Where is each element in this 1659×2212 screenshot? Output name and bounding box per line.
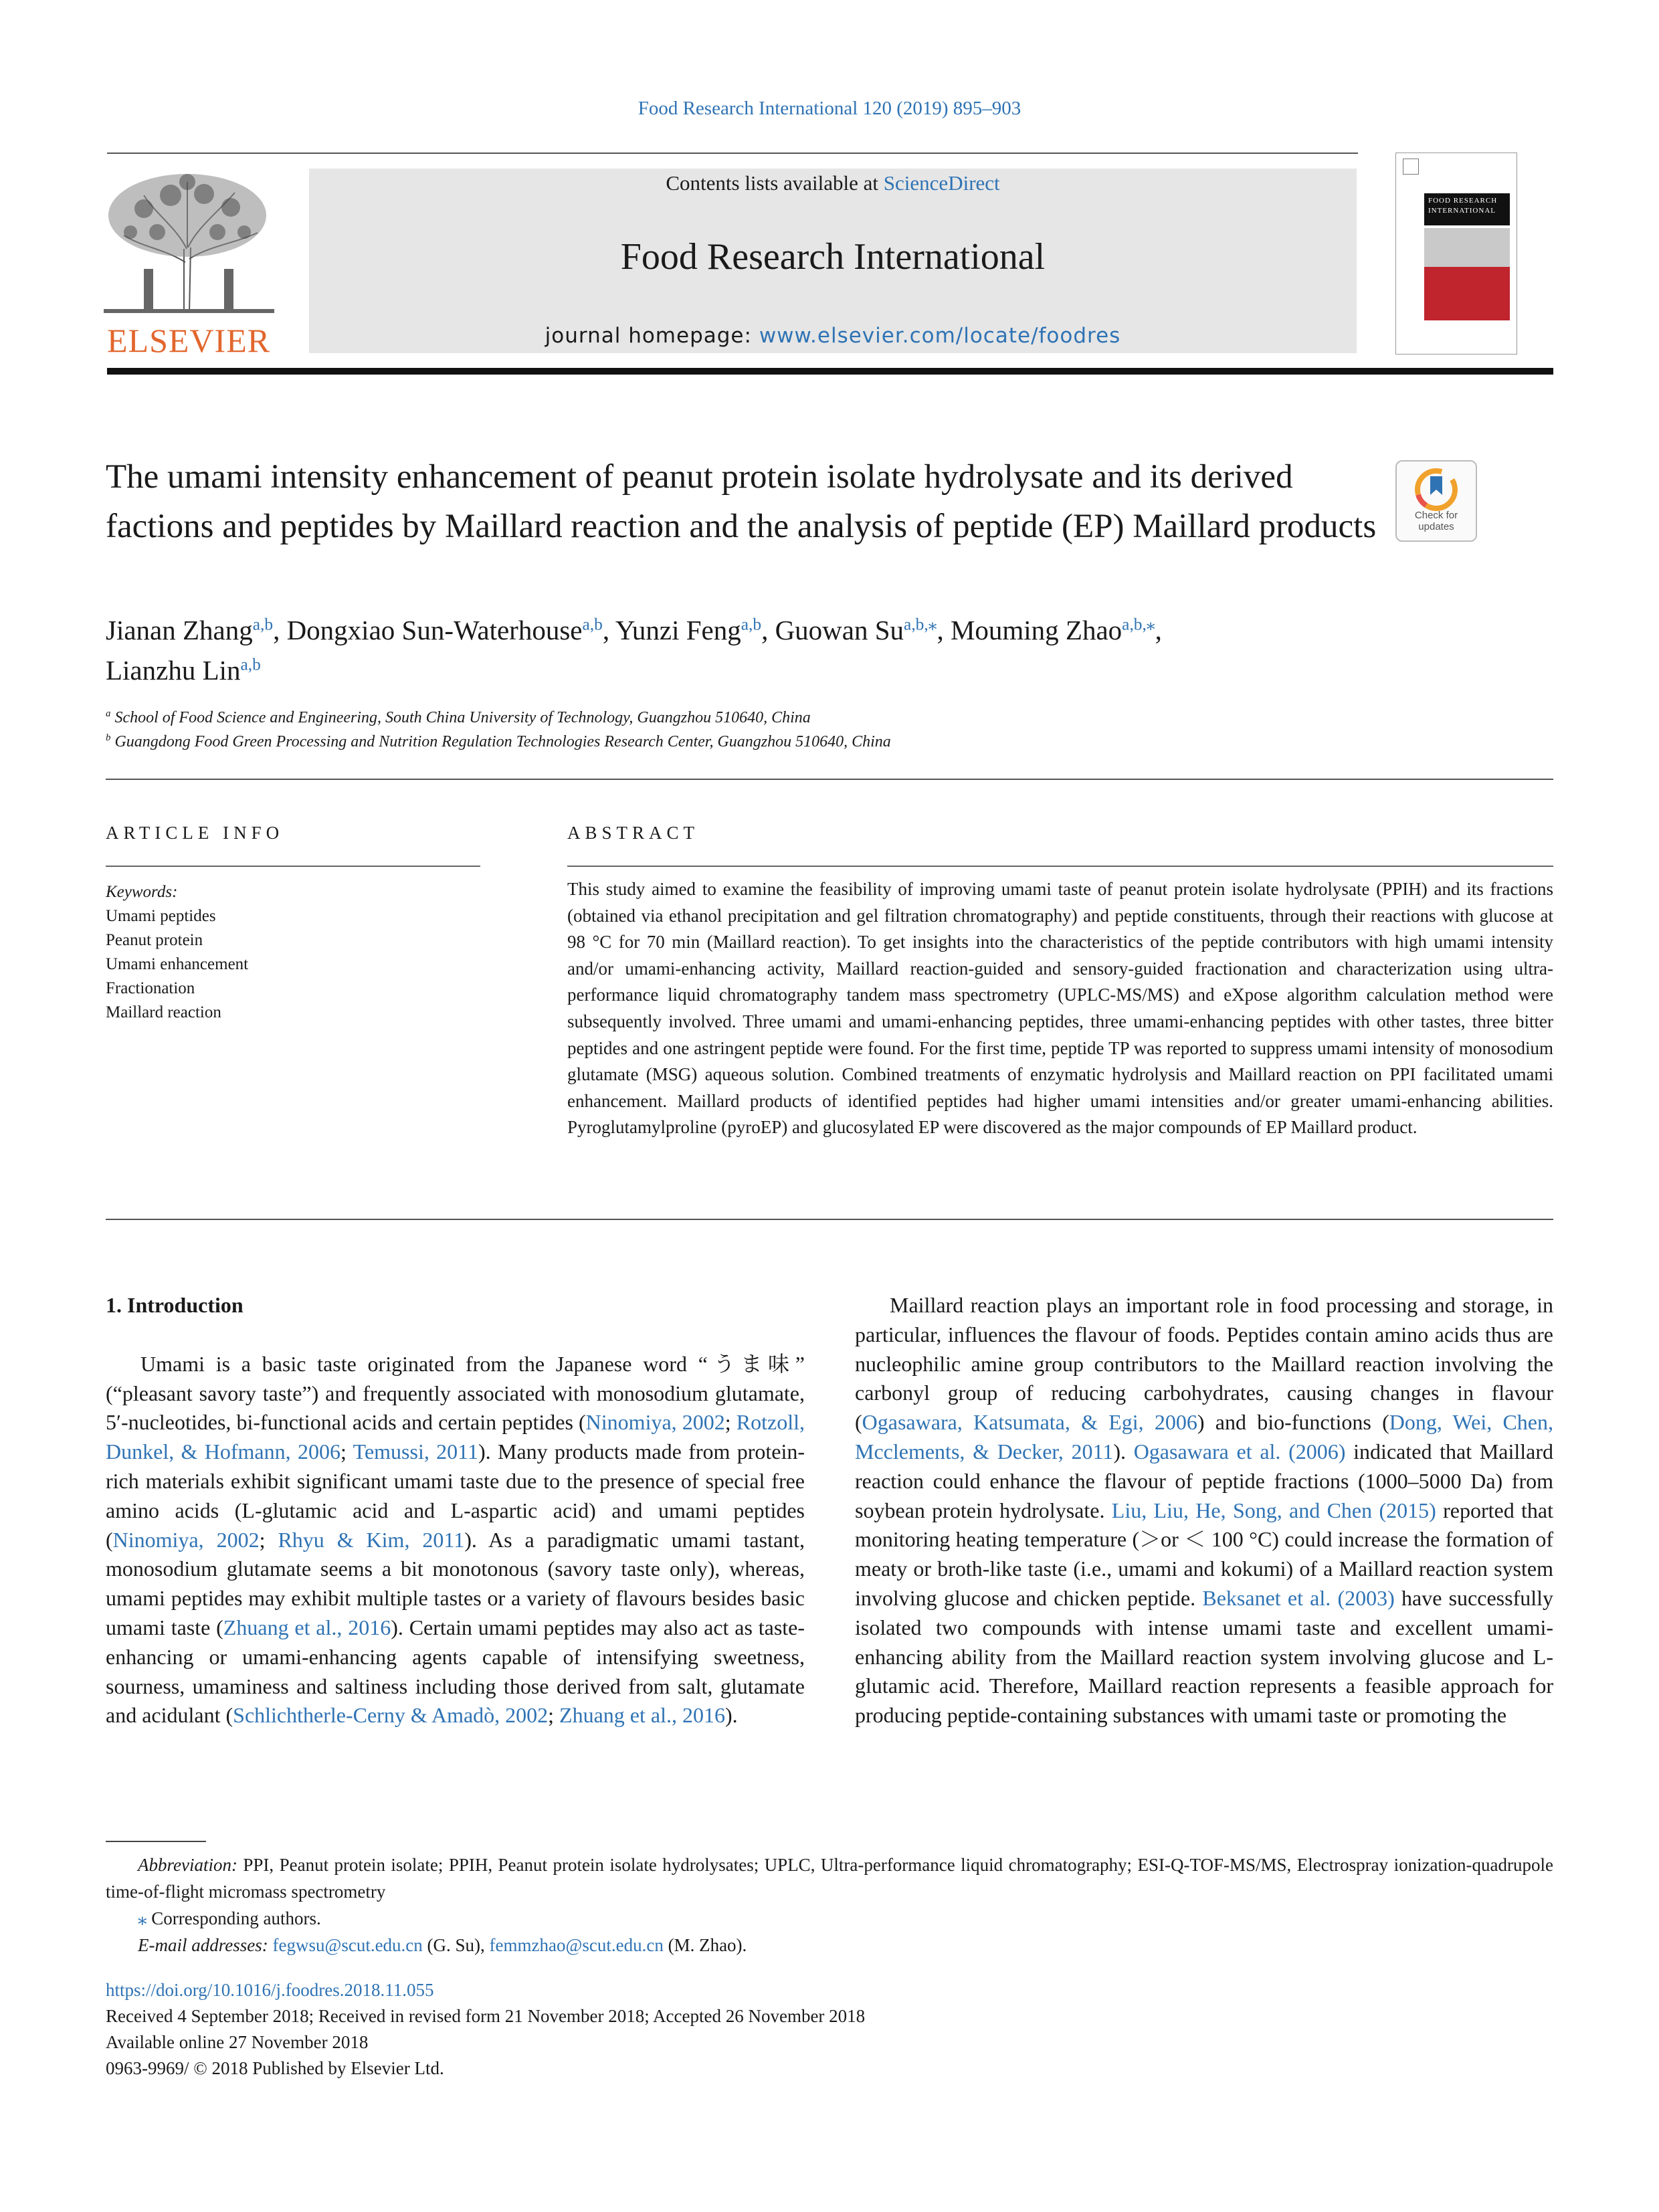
author-name: Mouming Zhao xyxy=(950,615,1123,645)
citation-link[interactable]: Beksanet et al. (2003) xyxy=(1202,1585,1395,1610)
paragraph-text: have successfully isolated two compounds with intense umami taste and excellent umami-enhancing ability from the Maillard reaction system involving glucose and L-glutamic acid. Therefore, Maillard reaction represents a feasible approach for producing peptide-containing substances with umami taste or promoting the xyxy=(855,1585,1554,1728)
article-info-heading: ARTICLE INFO xyxy=(106,823,284,843)
paragraph-text: ). xyxy=(1113,1439,1134,1464)
affiliation-text: School of Food Science and Engineering, South China University of Technology, Guangzhou 510640, China xyxy=(114,709,811,726)
author-list: Jianan Zhang$^{a,b}$, Dongxiao Sun-Waterhouse$^{a,b}$, Yunzi Feng$^{a,b}$, Guowan $Su^{a,b,⁎}$, Mouming Zhao$^{a,b,⁎}$, Lianzhu Lin$^{a,b}$ xyxy=(106,615,1162,686)
paragraph-text: ). Many products made from protein-rich materials exhibit significant umami taste due to the presence of special free amino acids (L-glutamic acid and L-aspartic acid) and umami peptides ( xyxy=(106,1439,805,1552)
author-affiliation-mark[interactable]: a,b xyxy=(741,615,762,634)
article-title: The umami intensity enhancement of peanut protein isolate hydrolysate and its derived factions and peptides by Maillard reaction and the analysis of peptide (EP) Maillard products xyxy=(106,458,1377,545)
author-name: Lianzhu Lin xyxy=(106,655,241,686)
citation-link[interactable]: Dong, Wei, Chen, Mcclements, & Decker, 2011 xyxy=(855,1410,1554,1464)
keyword-item: Peanut protein xyxy=(106,931,203,949)
doi-link[interactable]: https://doi.org/10.1016/j.foodres.2018.11.055 xyxy=(106,1980,434,2000)
author-name: Yunzi Feng xyxy=(615,615,741,645)
citation-link[interactable]: Temussi, 2011 xyxy=(353,1439,478,1464)
abstract-bottom-rule xyxy=(106,1219,1553,1220)
contents-line xyxy=(309,171,1357,195)
intro-paragraph-2 xyxy=(855,1291,1553,1730)
abstract-heading: ABSTRACT xyxy=(567,823,700,843)
abbreviation-label: Abbreviation: xyxy=(138,1855,237,1875)
affiliation-mark: b xyxy=(106,732,111,743)
received-dates: Received 4 September 2018; Received in revised form 21 November 2018; Accepted 26 November 2018 xyxy=(106,2006,866,2026)
available-online: Available online 27 November 2018 xyxy=(106,2032,369,2052)
affiliation-a xyxy=(106,709,811,727)
paragraph-text: ). Certain umami peptides may also act as taste-enhancing or umami-enhancing agents capable of intensifying sweetness, sourness, umaminess and saltiness including those derived from salt, glutamate and acidulant ( xyxy=(106,1615,805,1728)
copyright-line: 0963-9969/ © 2018 Published by Elsevier Ltd. xyxy=(106,2058,444,2078)
citation-link[interactable]: Ogasawara et al. (2006) xyxy=(1133,1439,1346,1464)
keyword-item: Maillard reaction xyxy=(106,1003,221,1021)
author-name: Guowan Su xyxy=(775,615,904,645)
section-heading-introduction: 1. Introduction xyxy=(106,1293,243,1317)
crossmark-icon xyxy=(1397,462,1476,515)
citation-link[interactable]: Ninomiya, 2002 xyxy=(585,1410,725,1435)
homepage-line xyxy=(309,324,1357,348)
paragraph-text: Maillard reaction plays an important role in food processing and storage, in particular, influences the flavour of foods. Peptides contain amino acids thus are nucleophilic amine group contributors to the Maillard reaction involving the carbonyl group of reducing carbohydrates, causing changes in flavour ( xyxy=(855,1293,1553,1435)
title-block-rule xyxy=(106,779,1553,780)
keyword-item: Fractionation xyxy=(106,979,195,997)
author-affiliation-mark[interactable]: a,b xyxy=(252,615,274,634)
cover-logo-icon xyxy=(1403,159,1419,175)
citation-link[interactable]: Zhuang et al., 2016 xyxy=(223,1615,391,1639)
abbreviation-text: PPI, Peanut protein isolate; PPIH, Peanut protein isolate hydrolysates; UPLC, Ultra-performance liquid chromatography; ESI-Q-TOF-MS/MS, Electrospray ionization-quadrupole time-of-flight micromass spectrometry xyxy=(106,1855,1553,1902)
intro-paragraph-1 xyxy=(106,1350,805,1730)
author-affiliation-mark[interactable]: a,b xyxy=(240,655,261,674)
citation-link[interactable]: Rhyu & Kim, 2011 xyxy=(278,1527,465,1552)
email-owner-zhao: (M. Zhao). xyxy=(663,1935,747,1955)
paragraph-text: ). xyxy=(724,1703,738,1728)
author-affiliation-mark[interactable]: a,b,⁎ xyxy=(1122,615,1155,634)
header-thick-rule xyxy=(107,368,1553,375)
author-affiliation-mark[interactable]: a,b xyxy=(582,615,603,634)
email-link-su[interactable]: fegwsu@scut.edu.cn xyxy=(272,1935,423,1955)
paragraph-text: ). As a paradigmatic umami tastant, monosodium glutamate seems a bit monotonous (savory taste only), whereas, umami peptides may exhibit multiple tastes or a variety of flavours besides basic umami taste ( xyxy=(106,1527,805,1639)
paragraph-text: ) and bio-functions ( xyxy=(1197,1410,1389,1435)
elsevier-wordmark: ELSEVIER xyxy=(107,322,271,359)
author-name: Jianan Zhang xyxy=(106,615,253,645)
paragraph-text: indicated that Maillard reaction could enhance the flavour of peptide fractions (1000–5000 Da) from soybean protein hydrolysate. xyxy=(855,1439,1554,1522)
cover-red-block xyxy=(1424,267,1510,320)
corresponding-note xyxy=(106,1905,1553,1932)
cover-title: FOOD RESEARCH INTERNATIONAL xyxy=(1424,193,1510,225)
author-affiliation-mark[interactable]: a,b,⁎ xyxy=(904,615,937,634)
email-note xyxy=(106,1932,1553,1958)
keyword-item: Umami peptides xyxy=(106,907,216,925)
affiliation-mark: a xyxy=(106,708,111,719)
paragraph-text: Umami is a basic taste originated from the Japanese word “うま味” (“pleasant savory taste”) and frequently associated with monosodium glutamate, 5′-nucleotides, bi-functional acids and certain peptides ( xyxy=(106,1351,805,1435)
article-meta xyxy=(106,1977,1553,2082)
contents-prefix: Contents lists available at xyxy=(666,171,884,195)
paragraph-text: reported that monitoring heating temperature (＞or ＜ 100 °C) could increase the formation of meaty or broth-like taste (i.e., umami and kokumi) of a Maillard reaction system involving glucose and chicken peptide. xyxy=(855,1498,1554,1610)
sciencedirect-link[interactable]: ScienceDirect xyxy=(883,171,1000,195)
email-owner-su: (G. Su), xyxy=(422,1935,490,1955)
affiliation-text: Guangdong Food Green Processing and Nutrition Regulation Technologies Research Center, Guangzhou 510640, China xyxy=(114,733,891,750)
author-name: Dongxiao Sun-Waterhouse xyxy=(286,615,583,645)
keywords-label: Keywords: xyxy=(106,883,178,901)
paragraph-text: ; xyxy=(340,1439,353,1464)
keyword-item: Umami enhancement xyxy=(106,955,249,973)
header-rule xyxy=(107,153,1358,154)
citation-link[interactable]: Ninomiya, 2002 xyxy=(112,1527,260,1552)
body-column-right xyxy=(855,1291,1553,1730)
footnote-rule xyxy=(106,1841,206,1842)
email-label: E-mail addresses: xyxy=(138,1935,268,1955)
corresponding-text: Corresponding authors. xyxy=(147,1908,321,1928)
keywords-block xyxy=(106,880,480,1025)
citation-link[interactable]: Rotzoll, Dunkel, & Hofmann, 2006 xyxy=(106,1410,805,1464)
affiliation-b xyxy=(106,733,891,751)
article-info-rule xyxy=(106,866,480,867)
journal-title: Food Research International xyxy=(620,236,1046,278)
citation-link[interactable]: Ogasawara, Katsumata, & Egi, 2006 xyxy=(862,1410,1197,1435)
paragraph-text: ; xyxy=(259,1527,278,1552)
email-link-zhao[interactable]: femmzhao@scut.edu.cn xyxy=(489,1935,664,1955)
journal-reference[interactable]: Food Research International 120 (2019) 895–903 xyxy=(638,98,1021,119)
paragraph-text: ; xyxy=(724,1410,737,1435)
paragraph-text: ; xyxy=(548,1703,560,1728)
crossmark-label: Check for updates xyxy=(1414,510,1458,532)
homepage-link[interactable]: www.elsevier.com/locate/foodres xyxy=(759,324,1121,348)
citation-link[interactable]: Liu, Liu, He, Song, and Chen (2015) xyxy=(1111,1498,1436,1522)
corresponding-mark[interactable]: ⁎ xyxy=(138,1908,147,1928)
journal-cover-thumbnail xyxy=(1395,153,1517,355)
homepage-prefix: journal homepage: xyxy=(545,324,759,348)
abstract-text: This study aimed to examine the feasibility of improving umami taste of peanut protein isolate hydrolysate (PPIH) and its fractions (obtained via ethanol precipitation and gel filtration chromatography) and peptide constituents, through their reactions with glucose at 98 °C for 70 min (Maillard reaction). To get insights into the characteristics of the peptide contributors with high umami intensity and/or umami-enhancing activity, Maillard reaction-guided and sensory-guided fractionation and characterization using ultra-performance liquid chromatography tandem mass spectrometry (UPLC-MS/MS) and eXpose algorithm calculation method were subsequently involved. Three umami and umami-enhancing peptides, three umami-enhancing peptides with other tastes, three bitter peptides and one astringent peptide were found. For the first time, peptide TP was reported to suppress umami intensity of monosodium glutamate (MSG) aqueous solution. Combined treatments of enzymatic hydrolysis and Maillard reaction on PPI facilitated umami enhancement. Maillard products of identified peptides had higher umami intensities and/or greater umami-enhancing abilities. Pyroglutamylproline (pyroEP) and glucosylated EP were discovered as the major compounds of EP Maillard product. xyxy=(567,879,1553,1138)
footnotes xyxy=(106,1851,1553,1958)
abbreviation-note xyxy=(106,1851,1553,1905)
body-column-left xyxy=(106,1291,805,1730)
citation-link[interactable]: Schlichtherle-Cerny & Amadò, 2002 xyxy=(233,1703,549,1728)
check-for-updates-badge[interactable] xyxy=(1395,460,1477,542)
abstract-rule xyxy=(567,866,1553,867)
citation-link[interactable]: Zhuang et al., 2016 xyxy=(559,1703,725,1728)
